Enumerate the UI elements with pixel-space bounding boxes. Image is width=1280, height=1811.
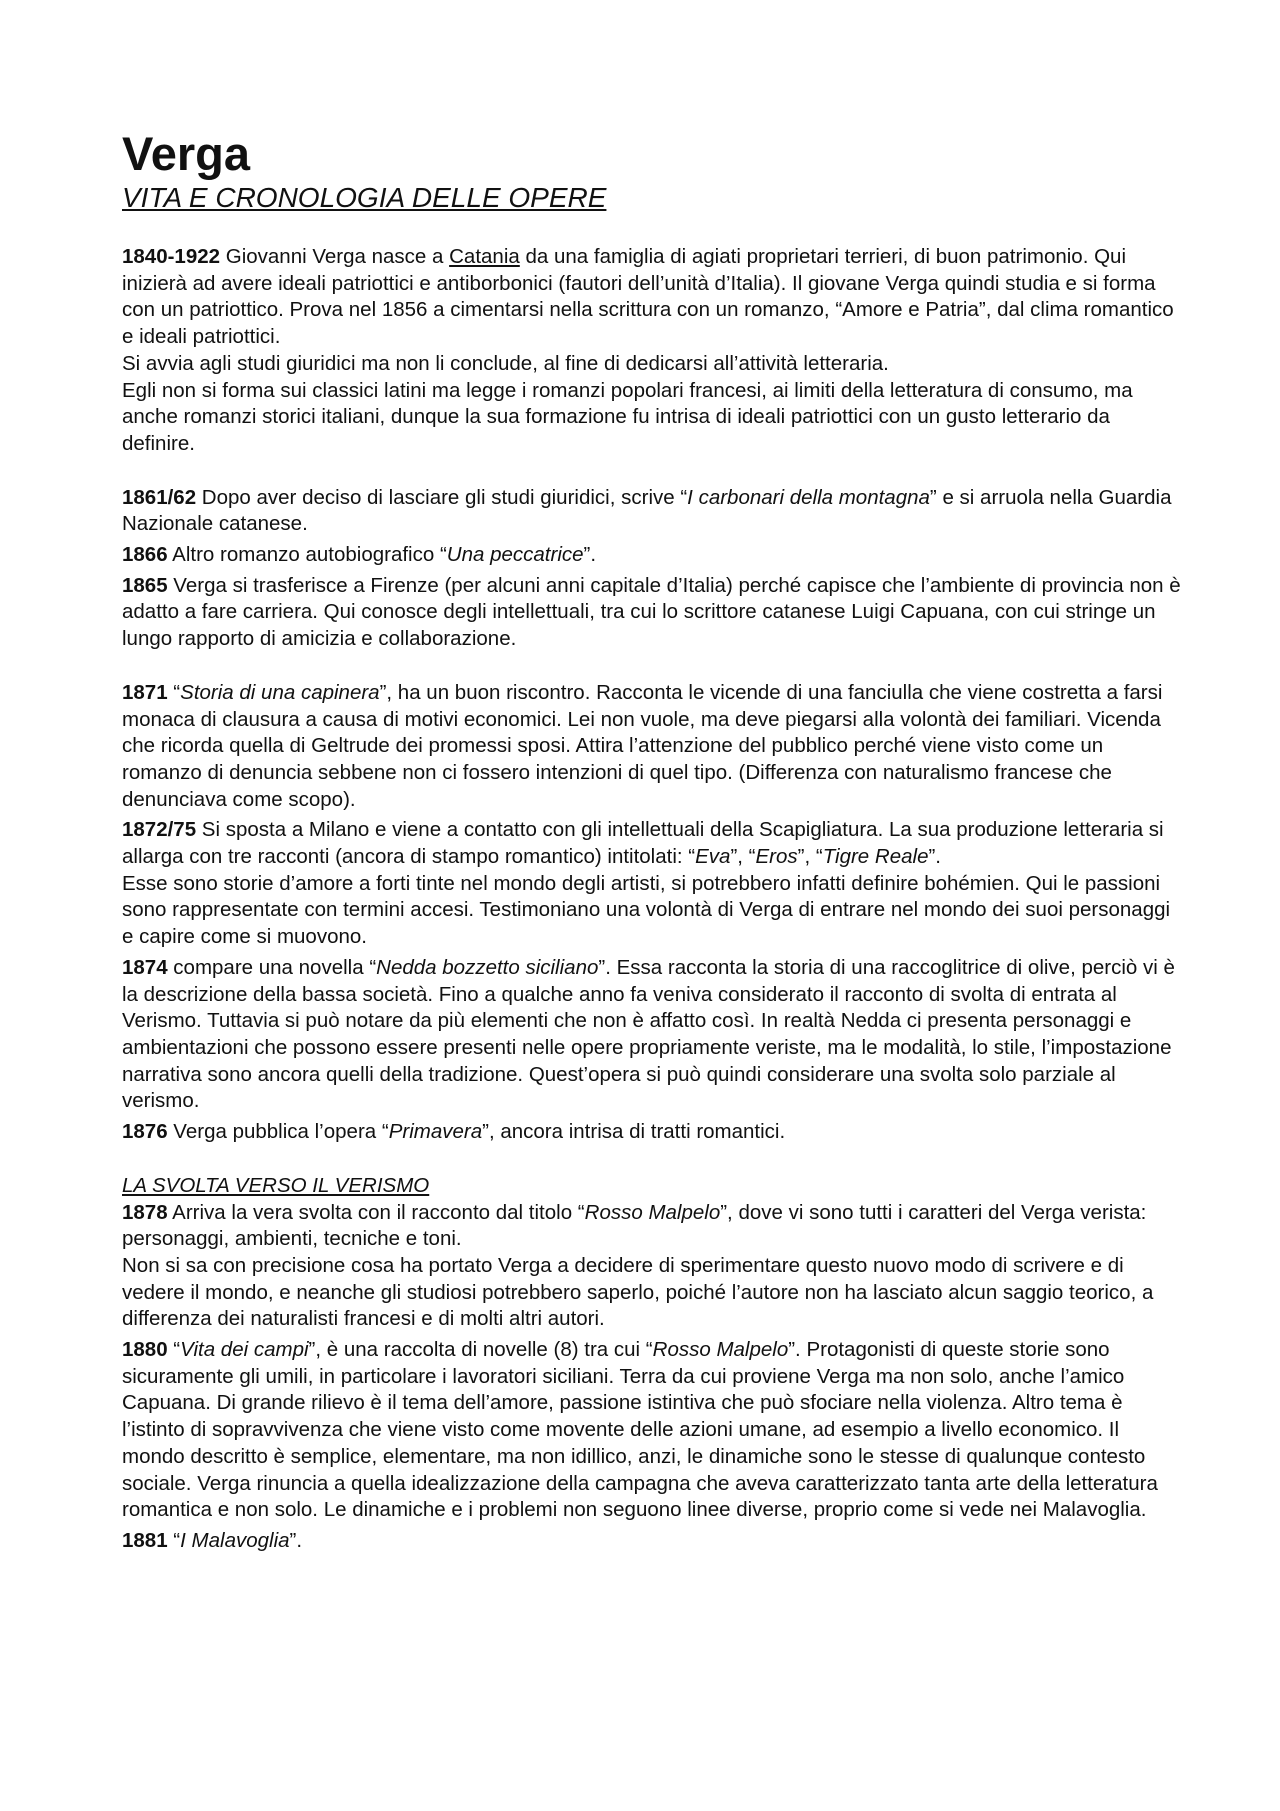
entry-text: da una famiglia di agiati proprietari terrieri, di buon patrimonio. Qui inizierà ad avere ideali patriottici e antiborbonici (fautori dell’unità d’Italia). Il giovane Verga quindi studia e si forma con un patriottico. Prova nel 1856 a cimentarsi nella scrittura con un romanzo, “Amore e Patria”, dal clima romantico e ideali patriottici. xyxy=(122,245,1174,349)
work-title: Vita dei campi xyxy=(180,1338,309,1362)
entry-paragraph xyxy=(122,817,1182,951)
entry-text: ”, “ xyxy=(797,845,823,869)
entries-list-verismo xyxy=(122,1200,1182,1555)
page-title: Verga xyxy=(122,127,251,180)
underlined-text: Catania xyxy=(449,245,520,268)
entry-year: 1865 xyxy=(122,573,168,597)
entry-year: 1861/62 xyxy=(122,485,197,509)
entry-text: ”. Essa racconta la storia di una raccoglitrice di olive, perciò vi è la descrizione della bassa società. Fino a qualche anno fa veniva considerato il racconto di svolta di entrata al Verismo. Tuttavia si può notare da più elementi che non è affatto così. In realtà Nedda ci presenta personaggi e ambientazioni che possono essere presenti nelle opere propriamente veriste, ma le modalità, lo stile, l’impostazione narrativa sono ancora quelli della tradizione. Quest’opera si può quindi considerare una svolta solo parziale al verismo. xyxy=(122,955,1175,1113)
entry-year: 1872/75 xyxy=(122,818,197,842)
entry-paragraph xyxy=(122,955,1182,1115)
section-heading: LA SVOLTA VERSO IL VERISMO xyxy=(122,1173,430,1197)
work-title: I Malavoglia xyxy=(180,1528,290,1552)
entry-text: “ xyxy=(167,1338,181,1362)
work-title: Una peccatrice xyxy=(446,543,584,567)
entry-text: ”, è una raccolta di novelle (8) tra cui “ xyxy=(308,1338,653,1362)
document-page xyxy=(122,128,1182,1555)
entry-text: Arriva la vera svolta con il racconto dal titolo “ xyxy=(167,1200,585,1224)
entry-paragraph xyxy=(122,244,1182,458)
entry-text: ”. xyxy=(928,845,942,869)
work-title: Eros xyxy=(755,845,798,869)
entry-text: ”. Protagonisti di queste storie sono sicuramente gli umili, in particolare i lavoratori siciliani. Terra da cui proviene Verga ma non solo, anche l’amico Capuana. Di grande rilievo è il tema dell’amore, passione istintiva che può sfociare nella violenza. Altro tema è l’istinto di sopravvivenza che viene visto come movente delle azioni umane, ad esempio a livello economico. Il mondo descritto è semplice, elementare, ma non idillico, anzi, le dinamiche sono le stesse di qualunque contesto sociale. Verga rinuncia a quella idealizzazione della campagna che aveva caratterizzato tanta arte della letteratura romantica e non solo. Le dinamiche e i problemi non seguono linee diverse, proprio come si vede nei Malavoglia. xyxy=(122,1338,1158,1522)
entry-paragraph xyxy=(122,485,1182,538)
entry-year: 1866 xyxy=(122,543,168,567)
entry-text: ”. xyxy=(289,1528,303,1552)
entry-text: Altro romanzo autobiografico “ xyxy=(167,543,447,567)
entries-list xyxy=(122,244,1182,1146)
work-title: Storia di una capinera xyxy=(180,680,380,704)
entry-text: ”, ha un buon riscontro. Racconta le vicende di una fanciulla che viene costretta a farsi monaca di clausura a causa di motivi economici. Lei non vuole, ma deve piegarsi alla volontà dei familiari. Vicenda che ricorda quella di Geltrude dei promessi sposi. Attira l’attenzione del pubblico perché viene visto come un romanzo di denuncia sebbene non ci fossero intenzioni di quel tipo. (Differenza con naturalismo francese che denunciava come scopo). xyxy=(122,680,1163,811)
entry-year: 1881 xyxy=(122,1528,168,1552)
entry-text: ”, dove vi sono tutti i caratteri del Verga verista: personaggi, ambienti, tecniche e toni. xyxy=(122,1200,1147,1251)
entry-text: Verga si trasferisce a Firenze (per alcuni anni capitale d’Italia) perché capisce che l’ambiente di provincia non è adatto a fare carriera. Qui conosce degli intellettuali, tra cui lo scrittore catanese Luigi Capuana, con cui stringe un lungo rapporto di amicizia e collaborazione. xyxy=(122,573,1181,651)
work-title: Rosso Malpelo xyxy=(584,1200,721,1224)
entry-year: 1874 xyxy=(122,955,168,979)
entry-paragraph xyxy=(122,1337,1182,1524)
work-title: Nedda bozzetto siciliano xyxy=(376,955,599,979)
entry-paragraph xyxy=(122,542,1182,569)
entry-text: Dopo aver deciso di lasciare gli studi giuridici, scrive “ xyxy=(196,485,688,509)
page-subtitle: VITA E CRONOLOGIA DELLE OPERE xyxy=(122,182,607,213)
entry-text: “ xyxy=(167,680,181,704)
entry-text: Non si sa con precisione cosa ha portato Verga a decidere di sperimentare questo nuovo modo di scrivere e di vedere il mondo, e neanche gli studiosi potrebbero saperlo, poiché l’autore non ha lasciato alcun saggio teorico, a differenza dei naturalisti francesi e di molti altri autori. xyxy=(122,1253,1154,1331)
entry-paragraph xyxy=(122,680,1182,814)
entry-paragraph xyxy=(122,1528,1182,1555)
work-title: I carbonari della montagna xyxy=(687,485,930,509)
entry-text: Giovanni Verga nasce a xyxy=(220,245,450,268)
work-title: Tigre Reale xyxy=(822,845,929,869)
entry-paragraph xyxy=(122,573,1182,653)
entry-year: 1878 xyxy=(122,1200,168,1224)
entry-text: ”, “ xyxy=(730,845,756,869)
entry-text: ” e si arruola nella Guardia Nazionale catanese. xyxy=(122,485,1172,536)
entry-year: 1876 xyxy=(122,1120,168,1144)
work-title: Rosso Malpelo xyxy=(652,1338,789,1362)
entry-text: ”, ancora intrisa di tratti romantici. xyxy=(482,1120,786,1144)
entry-text: Egli non si forma sui classici latini ma legge i romanzi popolari francesi, ai limiti della letteratura di consumo, ma anche romanzi storici italiani, dunque la sua formazione fu intrisa di ideali patriottici con un gusto letterario da definire. xyxy=(122,378,1133,455)
entry-paragraph xyxy=(122,1119,1182,1146)
entry-year: 1880 xyxy=(122,1338,168,1362)
entry-paragraph xyxy=(122,1200,1182,1334)
entry-text: “ xyxy=(167,1528,181,1552)
entry-text: compare una novella “ xyxy=(167,955,377,979)
entry-year: 1840-1922 xyxy=(122,245,221,268)
entry-text: ”. xyxy=(583,543,597,567)
entry-text: Verga pubblica l’opera “ xyxy=(167,1120,389,1144)
entry-text: Si avvia agli studi giuridici ma non li conclude, al fine di dedicarsi all’attività letteraria. xyxy=(122,351,889,375)
entry-text: Esse sono storie d’amore a forti tinte nel mondo degli artisti, si potrebbero infatti definire bohémien. Qui le passioni sono rappresentate con termini accesi. Testimoniano una volontà di Verga di entrare nel mondo dei suoi personaggi e capire come si muovono. xyxy=(122,871,1171,949)
work-title: Eva xyxy=(695,845,731,869)
entry-text: Si sposta a Milano e viene a contatto con gli intellettuali della Scapigliatura. La sua produzione letteraria si allarga con tre racconti (ancora di stampo romantico) intitolati: “ xyxy=(122,818,1164,869)
work-title: Primavera xyxy=(388,1120,483,1144)
entry-year: 1871 xyxy=(122,680,168,704)
